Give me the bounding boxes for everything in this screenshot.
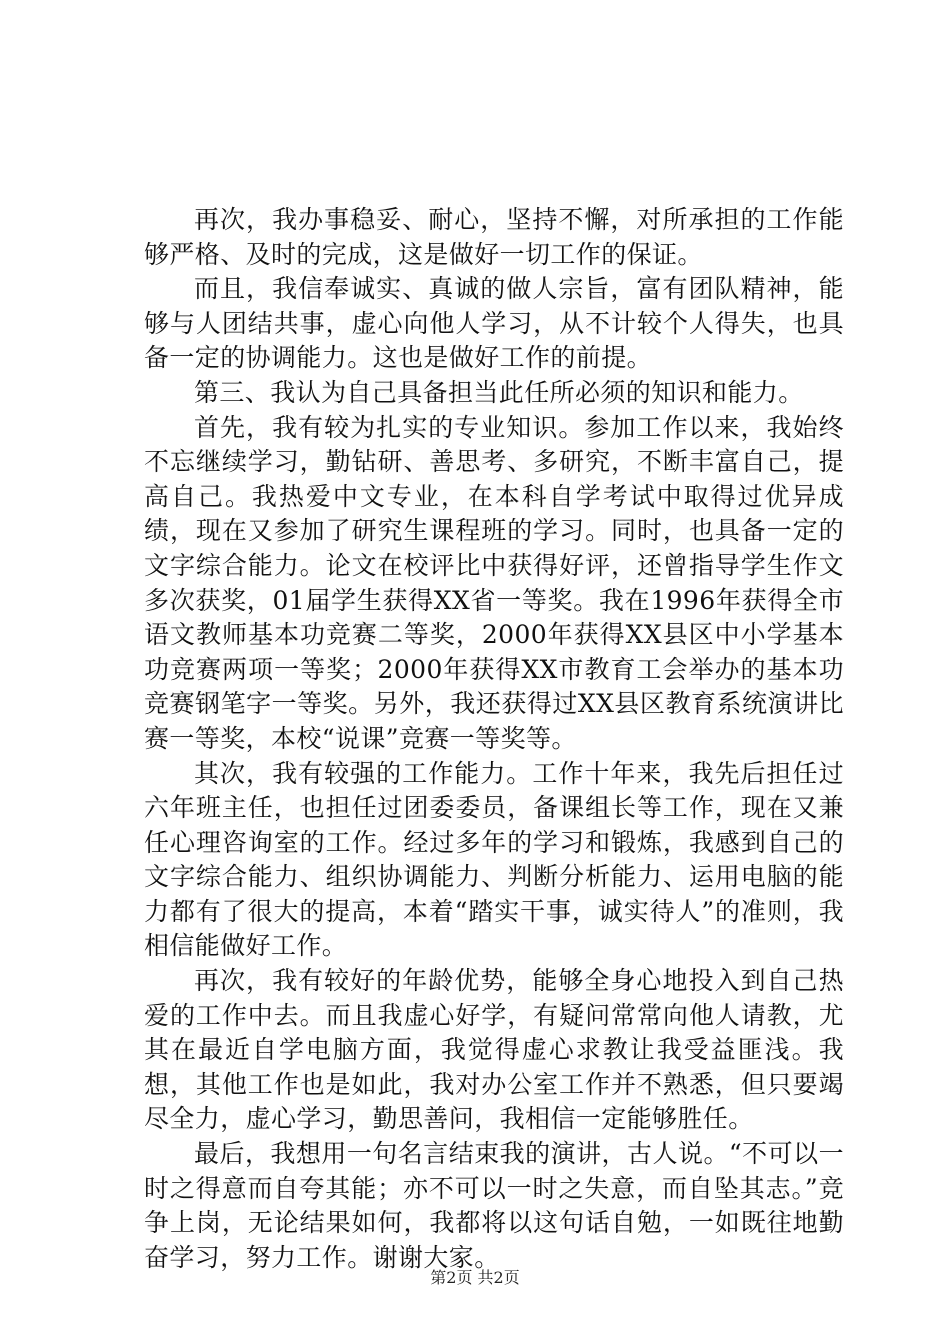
- paragraph-third-point: 第三、我认为自己具备担当此任所必须的知识和能力。: [194, 377, 804, 407]
- paragraph-closing-quote: 最后，我想用一句名言结束我的演讲，古人说。“不可以一时之得意而自夸其能；亦不可以一时之失意，而自坠其志。”竞争上岗，无论结果如何，我都将以这句话自勉，一如既往地勤奋学习，努力工作。谢谢大家。: [144, 1139, 844, 1272]
- paragraph-honesty-teamwork: 而且，我信奉诚实、真诚的做人宗旨，富有团队精神，能够与人团结共事，虚心向他人学习，从不计较个人得失，也具备一定的协调能力。这也是做好工作的前提。: [144, 274, 844, 373]
- paragraph-working-attitude: 再次，我办事稳妥、耐心，坚持不懈，对所承担的工作能够严格、及时的完成，这是做好一切工作的保证。: [144, 205, 844, 269]
- document-body: [144, 203, 844, 1275]
- page-number-footer: 第2页 共2页: [430, 1268, 520, 1287]
- paragraph-work-ability: 其次，我有较强的工作能力。工作十年来，我先后担任过六年班主任，也担任过团委委员，备课组长等工作，现在又兼任心理咨询室的工作。经过多年的学习和锻炼，我感到自己的文字综合能力、组织协调能力、判断分析能力、运用电脑的能力都有了很大的提高，本着“踏实干事，诚实待人”的准则，我相信能做好工作。: [144, 758, 844, 961]
- paragraph-age-advantage: 再次，我有较好的年龄优势，能够全身心地投入到自己热爱的工作中去。而且我虚心好学，有疑问常常向他人请教，尤其在最近自学电脑方面，我觉得虚心求教让我受益匪浅。我想，其他工作也是如此，我对办公室工作并不熟悉，但只要竭尽全力，虚心学习，勤思善问，我相信一定能够胜任。: [144, 966, 844, 1134]
- paragraph-professional-knowledge: 首先，我有较为扎实的专业知识。参加工作以来，我始终不忘继续学习，勤钻研、善思考、多研究，不断丰富自己，提高自己。我热爱中文专业，在本科自学考试中取得过优异成绩，现在又参加了研究生课程班的学习。同时，也具备一定的文字综合能力。论文在校评比中获得好评，还曾指导学生作文多次获奖，01届学生获得XX省一等奖。我在1996年获得全市语文教师基本功竞赛二等奖，2000年获得XX县区中小学基本功竞赛两项一等奖；2000年获得XX市教育工会举办的基本功竞赛钢笔字一等奖。另外，我还获得过XX县区教育系统演讲比赛一等奖，本校“说课”竞赛一等奖等。: [144, 412, 844, 753]
